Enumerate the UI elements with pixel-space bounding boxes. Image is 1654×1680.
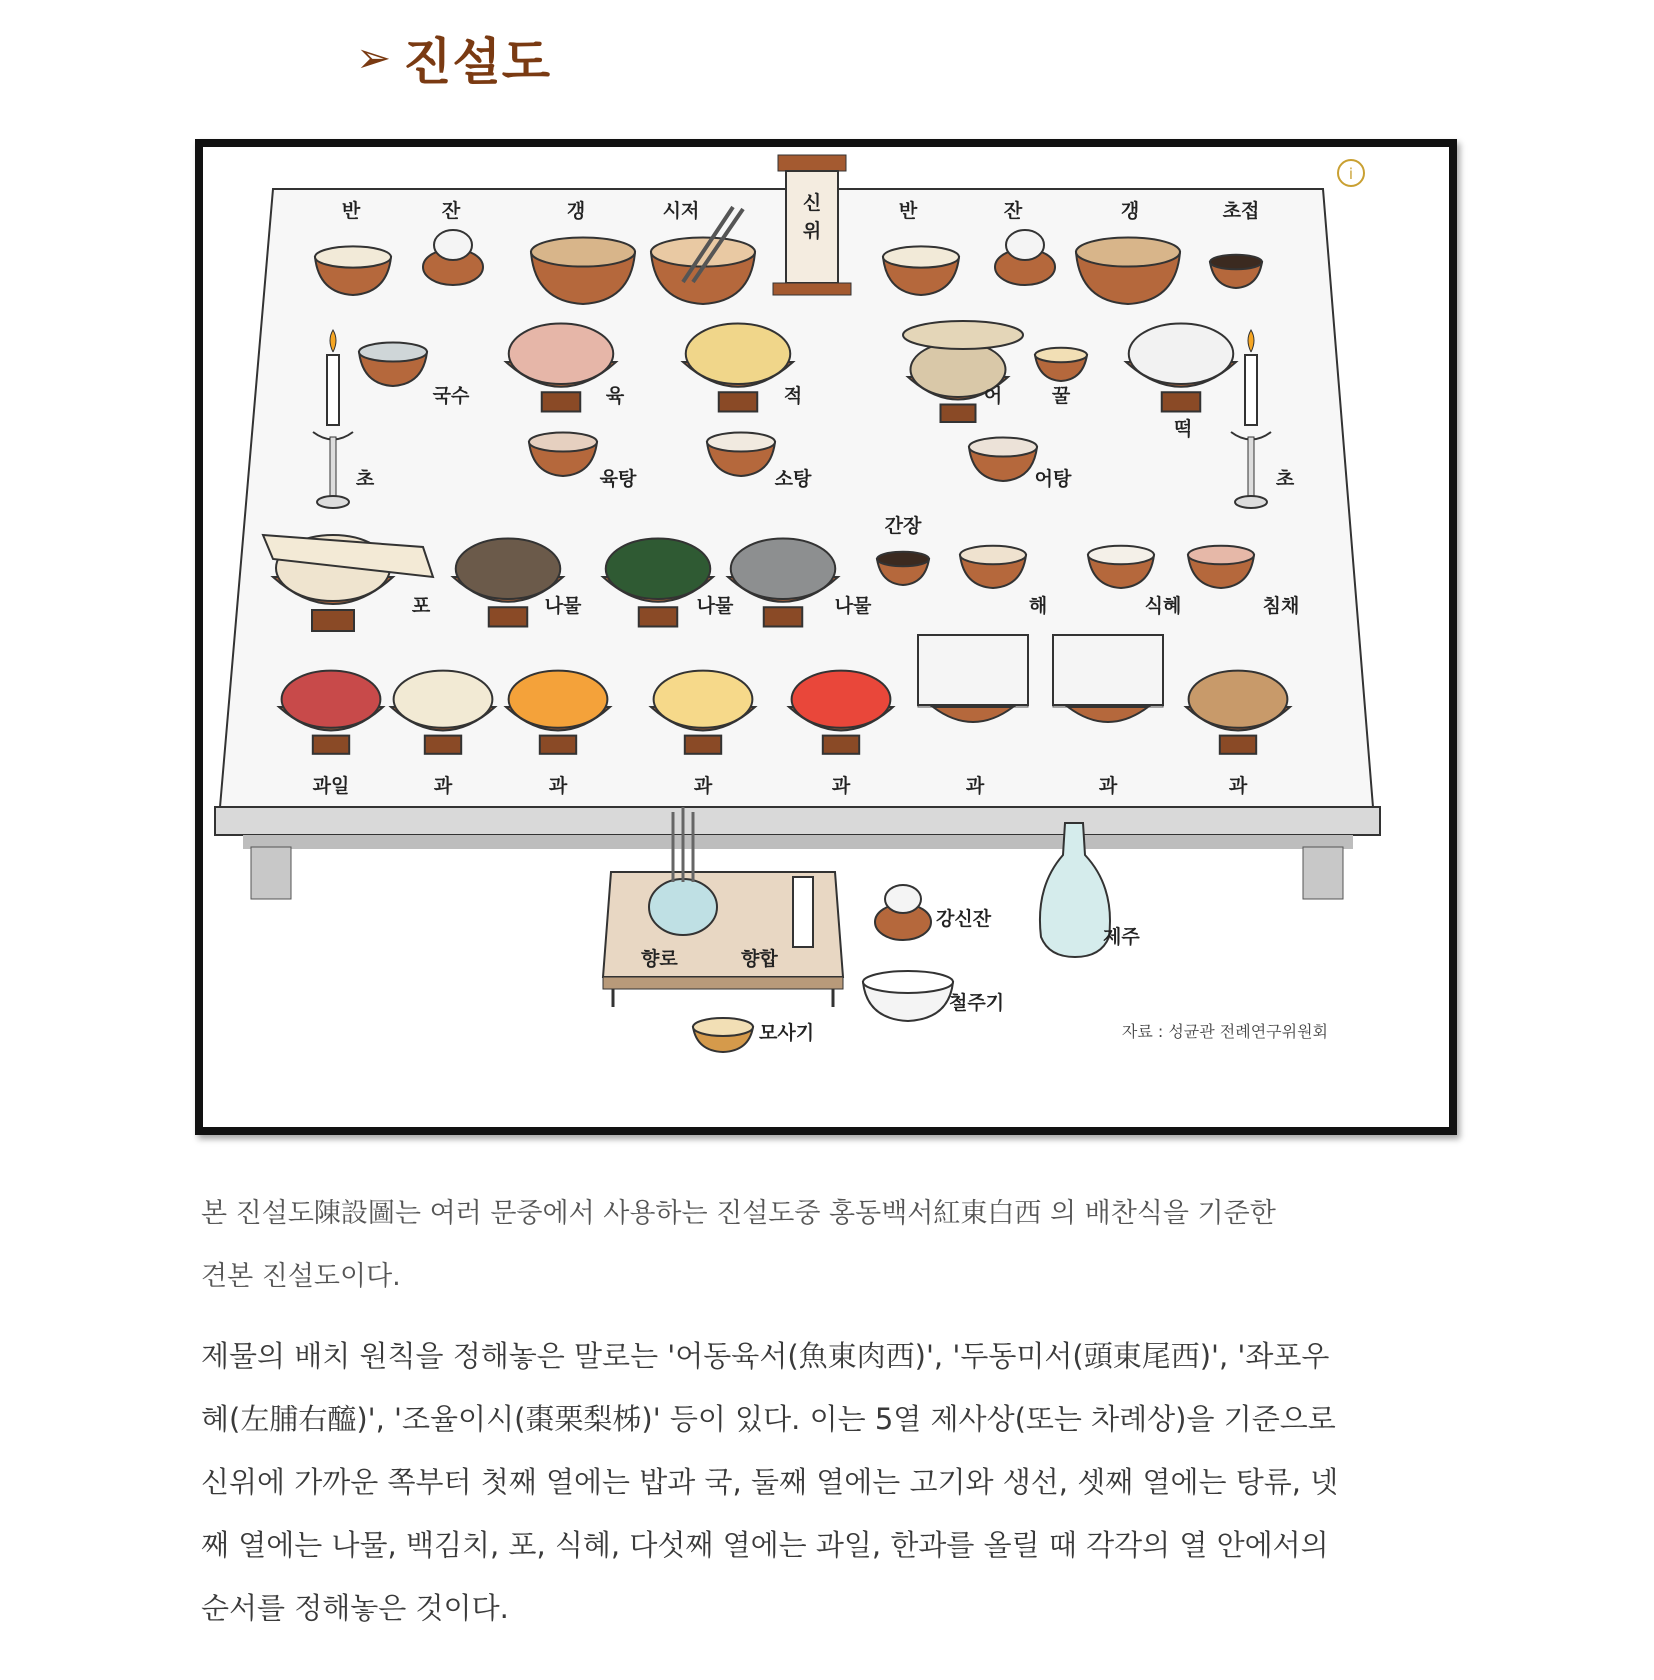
intro-line-1: 본 진설도陳設圖는 여러 문중에서 사용하는 진설도중 홍동백서紅東白西 의 배찬식을 기준한 — [201, 1198, 1276, 1229]
label-row1-6: 갱 — [1120, 200, 1140, 222]
label-row1-4: 반 — [898, 200, 918, 222]
label-row4-0: 포 — [411, 595, 431, 617]
rules-paragraph — [201, 1325, 1491, 1640]
label-row4-7: 침채 — [1262, 595, 1300, 617]
label-row2-5: 떡 — [1173, 418, 1193, 440]
label-row4-1: 나물 — [544, 595, 582, 617]
spirit-tablet-char-2: 위 — [802, 220, 822, 242]
label-candle-right: 초 — [1275, 468, 1295, 490]
label-row1-7: 초접 — [1222, 200, 1260, 222]
label-row1-5: 잔 — [1003, 200, 1023, 222]
intro-paragraph — [201, 1182, 1491, 1308]
source-credit: 자료 : 성균관 전례연구위원회 — [1121, 1022, 1328, 1041]
label-incense-box: 향합 — [741, 948, 778, 970]
label-row5-5: 과 — [965, 775, 985, 797]
label-row2-3: 어 — [983, 385, 1003, 407]
label-row4-5: 해 — [1028, 595, 1048, 617]
incense-burner-icon — [649, 879, 717, 935]
label-row1-2: 갱 — [566, 200, 586, 222]
table-edge — [215, 807, 1380, 835]
hangwa-stack-6-icon — [1053, 635, 1163, 722]
label-row5-3: 과 — [693, 775, 713, 797]
label-row3-1: 소탕 — [774, 468, 812, 490]
incense-box-icon — [793, 877, 813, 947]
table-setting-diagram — [203, 147, 1449, 1127]
table-leg-right — [1303, 847, 1343, 899]
label-row2-0: 국수 — [432, 385, 470, 407]
label-row2-4: 꿀 — [1051, 385, 1071, 407]
label-row1-3: 시저 — [662, 200, 700, 222]
spirit-tablet-char-1: 신 — [802, 192, 822, 214]
offering-bowl-icon — [863, 971, 953, 1021]
label-row5-4: 과 — [831, 775, 851, 797]
label-row3-2: 어탕 — [1034, 468, 1072, 490]
label-row3-0: 육탕 — [599, 468, 637, 490]
label-offering-bowl: 철주기 — [949, 992, 1005, 1014]
arrow-icon: ➢ — [356, 33, 392, 82]
label-row5-0: 과일 — [312, 775, 350, 797]
label-candle-left: 초 — [355, 468, 375, 490]
rules-line-5: 순서를 정해놓은 것이다. — [201, 1591, 509, 1625]
label-row5-7: 과 — [1228, 775, 1248, 797]
info-icon-glyph: i — [1348, 165, 1354, 183]
section-heading — [356, 22, 551, 94]
label-welcome-cup: 강신잔 — [936, 908, 992, 930]
hangwa-stack-5-icon — [918, 635, 1028, 722]
label-row5-2: 과 — [548, 775, 568, 797]
welcome-cup-icon — [875, 885, 931, 940]
label-incense-burner: 향로 — [641, 948, 678, 970]
label-wine: 제주 — [1103, 926, 1140, 948]
ancestral-table-illustration — [195, 139, 1457, 1135]
label-row5-1: 과 — [433, 775, 453, 797]
label-row5-6: 과 — [1098, 775, 1118, 797]
label-row4-3: 나물 — [834, 595, 872, 617]
label-row4-4: 간장 — [884, 515, 922, 537]
page-title: 진설도 — [403, 33, 552, 91]
label-row1-0: 반 — [341, 200, 361, 222]
rules-line-1: 제물의 배치 원칙을 정해놓은 말로는 '어동육서(魚東肉西)', '두동미서(頭東尾西)', '좌포우 — [201, 1339, 1330, 1373]
rules-line-2: 혜(左脯右醯)', '조율이시(棗栗梨柹)' 등이 있다. 이는 5열 제사상(또는 차례상)을 기준으로 — [201, 1402, 1336, 1436]
table-leg-left — [251, 847, 291, 899]
label-row4-6: 식혜 — [1144, 595, 1182, 617]
rules-line-3: 신위에 가까운 쪽부터 첫째 열에는 밥과 국, 둘째 열에는 고기와 생선, 셋째 열에는 탕류, 넷 — [201, 1465, 1339, 1499]
rules-line-4: 째 열에는 나물, 백김치, 포, 식혜, 다섯째 열에는 과일, 한과를 올릴 때 각각의 열 안에서의 — [201, 1528, 1329, 1562]
label-row2-2: 적 — [783, 385, 803, 407]
label-row4-2: 나물 — [696, 595, 734, 617]
label-sand-bowl: 모사기 — [759, 1022, 815, 1044]
table-apron — [243, 835, 1353, 849]
label-row2-1: 육 — [605, 385, 625, 407]
sand-bowl-icon — [693, 1018, 753, 1052]
intro-line-2: 견본 진설도이다. — [201, 1261, 401, 1292]
label-row1-1: 잔 — [441, 200, 461, 222]
